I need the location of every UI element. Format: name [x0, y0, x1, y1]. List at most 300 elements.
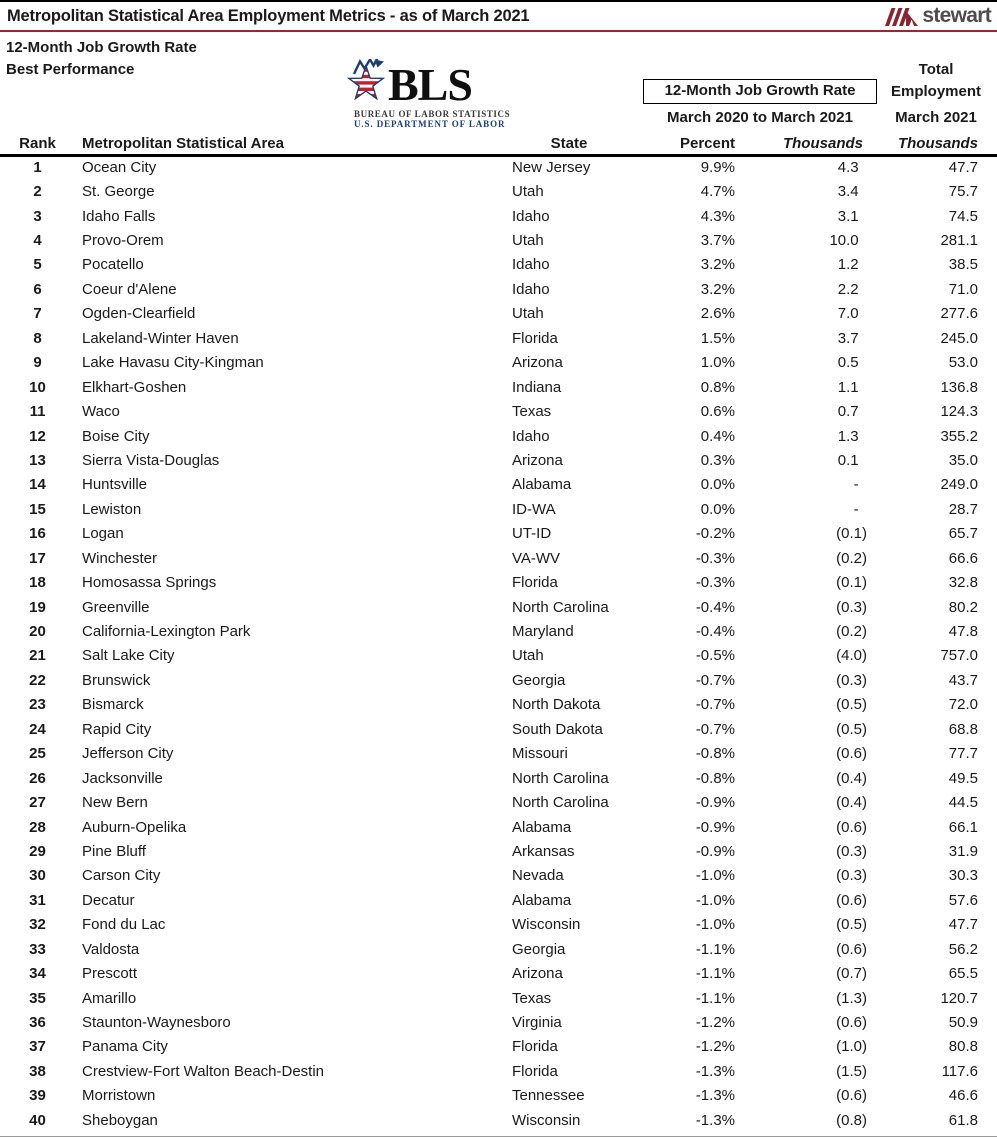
rank-cell: 20 — [29, 623, 46, 641]
percent-cell: 0.6% — [700, 403, 735, 421]
table-row — [0, 351, 997, 375]
percent-cell: -0.7% — [695, 671, 735, 689]
table-row — [0, 253, 997, 277]
msa-cell: Panama City — [82, 1038, 168, 1056]
table-row — [0, 742, 997, 766]
rank-cell: 9 — [33, 354, 42, 372]
state-cell: Nevada — [512, 867, 564, 885]
percent-cell: 0.4% — [700, 427, 735, 445]
table-row — [0, 790, 997, 814]
percent-cell: 0.0% — [700, 500, 735, 518]
table-row — [0, 1059, 997, 1083]
total-employment-cell: 68.8 — [948, 720, 978, 738]
percent-cell: 1.0% — [700, 354, 735, 372]
bls-logo — [346, 59, 511, 129]
total-employment-cell: 757.0 — [940, 647, 978, 665]
msa-cell: Logan — [82, 525, 124, 543]
total-employment-cell: 61.8 — [948, 1111, 978, 1129]
thousands-cell: (0.6) — [836, 1014, 867, 1032]
table-body — [0, 155, 997, 1133]
state-cell: Alabama — [512, 891, 572, 909]
state-cell: Utah — [512, 305, 544, 323]
total-employment-cell: 117.6 — [941, 1062, 978, 1080]
msa-column-header: Metropolitan Statistical Area — [75, 132, 498, 155]
state-cell: Alabama — [512, 818, 572, 836]
total-employment-cell: 120.7 — [940, 989, 978, 1007]
thousands-cell: (0.8) — [836, 1111, 867, 1129]
msa-cell: Staunton-Waynesboro — [82, 1014, 231, 1032]
state-column-header: State — [498, 132, 640, 155]
stewart-logo — [884, 4, 991, 28]
total-employment-cell: 249.0 — [940, 476, 978, 494]
table-row — [0, 399, 997, 423]
msa-cell: St. George — [82, 183, 155, 201]
thousands-cell: 1.3 — [837, 427, 867, 445]
rank-cell: 27 — [29, 794, 46, 812]
rank-cell: 13 — [29, 451, 46, 469]
rank-cell: 5 — [33, 256, 42, 274]
total-employment-cell: 49.5 — [948, 769, 978, 787]
table-row — [0, 668, 997, 692]
percent-cell: -0.3% — [695, 574, 735, 592]
table-row — [0, 1010, 997, 1034]
thousands-cell: (0.3) — [836, 598, 867, 616]
msa-cell: Amarillo — [82, 989, 137, 1007]
percent-cell: -0.7% — [695, 720, 735, 738]
percent-cell: 3.2% — [700, 256, 735, 274]
table-row — [0, 619, 997, 643]
percent-cell: -1.3% — [695, 1111, 735, 1129]
msa-cell: Jefferson City — [82, 745, 174, 763]
percent-cell: -0.7% — [695, 696, 735, 714]
rank-cell: 25 — [29, 745, 46, 763]
total-employment-cell: 47.7 — [948, 159, 978, 177]
percent-cell: 0.0% — [700, 476, 735, 494]
msa-cell: Lakeland-Winter Haven — [82, 329, 239, 347]
state-cell: Idaho — [512, 280, 550, 298]
table-row — [0, 448, 997, 472]
thousands-cell: (0.6) — [836, 940, 867, 958]
state-cell: North Carolina — [512, 769, 609, 787]
svg-text:BLS: BLS — [388, 59, 472, 109]
thousands-cell: (0.4) — [836, 769, 867, 787]
table-row — [0, 644, 997, 668]
msa-cell: Pine Bluff — [82, 842, 146, 860]
table-row — [0, 522, 997, 546]
rank-cell: 18 — [29, 574, 46, 592]
table-row — [0, 1108, 997, 1132]
rank-cell: 38 — [29, 1062, 46, 1080]
percent-cell: -0.5% — [695, 647, 735, 665]
growth-rate-period-header: March 2020 to March 2021 — [667, 109, 853, 126]
percent-cell: -1.2% — [695, 1038, 735, 1056]
rank-cell: 10 — [29, 378, 46, 396]
msa-cell: Waco — [82, 403, 120, 421]
state-cell: South Dakota — [512, 720, 603, 738]
rank-cell: 31 — [29, 891, 46, 909]
state-cell: Tennessee — [512, 1087, 585, 1105]
rank-cell: 15 — [29, 500, 46, 518]
msa-cell: Auburn-Opelika — [82, 818, 187, 836]
state-cell: Texas — [512, 989, 552, 1007]
msa-cell: Morristown — [82, 1087, 156, 1105]
rank-cell: 24 — [29, 720, 46, 738]
table-row — [0, 595, 997, 619]
percent-cell: -0.2% — [695, 525, 735, 543]
rank-cell: 30 — [29, 867, 46, 885]
thousands-cell: - — [853, 500, 867, 518]
percent-cell: 0.8% — [700, 378, 735, 396]
state-cell: North Carolina — [512, 794, 609, 812]
msa-cell: Fond du Lac — [82, 916, 166, 934]
percent-cell: -0.9% — [695, 818, 735, 836]
rank-cell: 3 — [33, 207, 42, 225]
rank-cell: 19 — [29, 598, 46, 616]
msa-cell: Greenville — [82, 598, 150, 616]
rank-column-header: Rank — [0, 132, 75, 155]
total-employment-cell: 71.0 — [948, 280, 978, 298]
table-row — [0, 961, 997, 985]
total-employment-cell: 281.1 — [940, 232, 978, 250]
state-cell: Arkansas — [512, 842, 575, 860]
thousands-cell: (1.5) — [836, 1062, 867, 1080]
state-cell: Arizona — [512, 965, 563, 983]
bls-star-icon — [346, 59, 480, 109]
state-cell: Wisconsin — [512, 1111, 581, 1129]
percent-cell: 9.9% — [700, 159, 735, 177]
msa-cell: Ogden-Clearfield — [82, 305, 196, 323]
total-employment-header-line2: Employment — [890, 83, 981, 100]
stewart-stripes-icon — [884, 5, 920, 27]
percent-cell: -0.8% — [695, 769, 735, 787]
state-cell: Florida — [512, 574, 558, 592]
state-cell: Arizona — [512, 451, 563, 469]
rank-cell: 2 — [33, 183, 42, 201]
percent-cell: -1.1% — [695, 989, 735, 1007]
percent-cell: 3.7% — [700, 232, 735, 250]
msa-cell: Crestview-Fort Walton Beach-Destin — [82, 1062, 325, 1080]
total-employment-cell: 355.2 — [940, 427, 978, 445]
state-cell: Alabama — [512, 476, 572, 494]
total-employment-cell: 136.8 — [940, 378, 978, 396]
thousands-cell: 0.5 — [837, 354, 867, 372]
percent-cell: -1.3% — [695, 1062, 735, 1080]
rank-cell: 14 — [29, 476, 46, 494]
table-row — [0, 864, 997, 888]
thousands-cell: (0.6) — [836, 745, 867, 763]
total-employment-cell: 32.8 — [948, 574, 978, 592]
msa-cell: Valdosta — [82, 940, 140, 958]
rank-cell: 1 — [33, 159, 42, 177]
thousands-cell: (0.2) — [836, 549, 867, 567]
table-row — [0, 302, 997, 326]
table-row — [0, 473, 997, 497]
msa-cell: Pocatello — [82, 256, 144, 274]
total-employment-cell: 75.7 — [948, 183, 978, 201]
percent-cell: 0.3% — [700, 451, 735, 469]
thousands-cell: (0.3) — [836, 671, 867, 689]
thousands-cell: (0.1) — [836, 574, 867, 592]
rank-cell: 34 — [29, 965, 46, 983]
total-employment-cell: 80.8 — [948, 1038, 978, 1056]
total-employment-cell: 66.6 — [948, 549, 978, 567]
msa-cell: Sheboygan — [82, 1111, 158, 1129]
state-cell: Idaho — [512, 427, 550, 445]
title-bar — [0, 2, 997, 30]
thousands-cell: (0.5) — [836, 696, 867, 714]
percent-cell: -0.9% — [695, 842, 735, 860]
rank-cell: 29 — [29, 842, 46, 860]
subtitle-line-1: 12-Month Job Growth Rate — [6, 39, 197, 56]
table-row — [0, 1084, 997, 1108]
percent-cell: 4.7% — [700, 183, 735, 201]
msa-cell: Brunswick — [82, 671, 151, 689]
percent-cell: -0.3% — [695, 549, 735, 567]
msa-cell: Huntsville — [82, 476, 148, 494]
total-employment-cell: 124.3 — [940, 403, 978, 421]
total-employment-cell: 80.2 — [948, 598, 978, 616]
rank-cell: 23 — [29, 696, 46, 714]
msa-cell: New Bern — [82, 794, 148, 812]
state-cell: North Carolina — [512, 598, 609, 616]
rank-cell: 28 — [29, 818, 46, 836]
msa-cell: Winchester — [82, 549, 158, 567]
total-employment-cell: 28.7 — [948, 500, 978, 518]
rank-cell: 21 — [29, 647, 46, 665]
rank-cell: 40 — [29, 1111, 46, 1129]
total-employment-cell: 65.5 — [948, 965, 978, 983]
state-cell: Texas — [512, 403, 552, 421]
state-cell: Idaho — [512, 256, 550, 274]
rank-cell: 37 — [29, 1038, 46, 1056]
total-employment-cell: 66.1 — [948, 818, 978, 836]
rank-cell: 16 — [29, 525, 46, 543]
table-row — [0, 375, 997, 399]
msa-cell: Homosassa Springs — [82, 574, 217, 592]
table-header-zone — [0, 32, 997, 132]
thousands-cell: 0.7 — [837, 403, 867, 421]
rank-cell: 26 — [29, 769, 46, 787]
thousands-cell: 10.0 — [829, 232, 867, 250]
thousands-cell: 1.1 — [837, 378, 867, 396]
table-row — [0, 937, 997, 961]
thousands-cell: 2.2 — [837, 280, 867, 298]
state-cell: North Dakota — [512, 696, 601, 714]
percent-cell: 3.2% — [700, 280, 735, 298]
rank-cell: 17 — [29, 549, 46, 567]
thousands-cell: (1.3) — [836, 989, 867, 1007]
table-row — [0, 497, 997, 521]
state-cell: Utah — [512, 232, 544, 250]
msa-cell: Coeur d'Alene — [82, 280, 177, 298]
column-header-row — [0, 132, 997, 155]
state-cell: Utah — [512, 647, 544, 665]
msa-cell: Prescott — [82, 965, 138, 983]
total-employment-cell: 38.5 — [948, 256, 978, 274]
total-employment-cell: 277.6 — [940, 305, 978, 323]
percent-cell: -1.0% — [695, 867, 735, 885]
total-thousands-column-header: Thousands — [875, 132, 997, 155]
total-employment-cell: 47.8 — [948, 623, 978, 641]
percent-cell: 4.3% — [700, 207, 735, 225]
total-employment-cell: 50.9 — [948, 1014, 978, 1032]
msa-cell: Lake Havasu City-Kingman — [82, 354, 264, 372]
msa-cell: Bismarck — [82, 696, 144, 714]
page-title: Metropolitan Statistical Area Employment Metrics - as of March 2021 — [7, 6, 530, 25]
state-cell: Idaho — [512, 207, 550, 225]
percent-cell: -1.0% — [695, 916, 735, 934]
msa-cell: Boise City — [82, 427, 150, 445]
employment-metrics-table — [0, 132, 997, 1133]
total-employment-cell: 245.0 — [940, 329, 978, 347]
thousands-cell: (4.0) — [836, 647, 867, 665]
rank-cell: 11 — [29, 403, 46, 421]
state-cell: Georgia — [512, 940, 566, 958]
total-employment-cell: 74.5 — [948, 207, 978, 225]
total-employment-cell: 30.3 — [948, 867, 978, 885]
total-employment-cell: 35.0 — [948, 451, 978, 469]
thousands-cell: 0.1 — [837, 451, 867, 469]
percent-cell: 1.5% — [700, 329, 735, 347]
total-employment-cell: 31.9 — [948, 842, 978, 860]
thousands-cell: (0.4) — [836, 794, 867, 812]
thousands-cell: (0.7) — [836, 965, 867, 983]
table-row — [0, 815, 997, 839]
table-row — [0, 546, 997, 570]
table-row — [0, 204, 997, 228]
table-row — [0, 888, 997, 912]
state-cell: Utah — [512, 183, 544, 201]
state-cell: UT-ID — [512, 525, 552, 543]
rank-cell: 32 — [29, 916, 46, 934]
msa-cell: Salt Lake City — [82, 647, 175, 665]
rank-cell: 8 — [33, 329, 42, 347]
table-row — [0, 326, 997, 350]
total-employment-cell: 46.6 — [948, 1087, 978, 1105]
thousands-cell: (0.3) — [836, 867, 867, 885]
total-employment-cell: 43.7 — [948, 671, 978, 689]
thousands-cell: 7.0 — [837, 305, 867, 323]
msa-cell: Lewiston — [82, 500, 142, 518]
table-row — [0, 986, 997, 1010]
total-employment-header-line1: Total — [918, 61, 954, 78]
thousands-cell: (0.5) — [836, 720, 867, 738]
state-cell: VA-WV — [512, 549, 561, 567]
rank-cell: 6 — [33, 280, 42, 298]
total-employment-header-line3: March 2021 — [895, 109, 977, 126]
state-cell: Wisconsin — [512, 916, 581, 934]
state-cell: ID-WA — [512, 500, 556, 518]
state-cell: Georgia — [512, 671, 566, 689]
rank-cell: 7 — [33, 305, 42, 323]
state-cell: Florida — [512, 1038, 558, 1056]
table-row — [0, 228, 997, 252]
total-employment-cell: 57.6 — [948, 891, 978, 909]
table-row — [0, 1035, 997, 1059]
state-cell: Indiana — [512, 378, 562, 396]
total-employment-cell: 65.7 — [948, 525, 978, 543]
percent-cell: -0.4% — [695, 623, 735, 641]
thousands-cell: (0.2) — [836, 623, 867, 641]
percent-cell: -1.2% — [695, 1014, 735, 1032]
table-row — [0, 570, 997, 594]
rank-cell: 22 — [29, 671, 46, 689]
thousands-cell: - — [853, 476, 867, 494]
table-row — [0, 839, 997, 863]
percent-cell: -0.4% — [695, 598, 735, 616]
total-employment-cell: 56.2 — [948, 940, 978, 958]
thousands-cell: (0.6) — [836, 891, 867, 909]
thousands-cell: 3.4 — [837, 183, 867, 201]
rank-cell: 4 — [33, 232, 42, 250]
rank-cell: 36 — [29, 1014, 46, 1032]
rank-cell: 39 — [29, 1087, 46, 1105]
thousands-cell: 4.3 — [837, 159, 867, 177]
msa-cell: Carson City — [82, 867, 161, 885]
bls-department-text: U.S. DEPARTMENT OF LABOR — [354, 119, 506, 129]
state-cell: Florida — [512, 329, 558, 347]
thousands-cell: (0.5) — [836, 916, 867, 934]
msa-cell: Elkhart-Goshen — [82, 378, 187, 396]
total-employment-cell: 72.0 — [948, 696, 978, 714]
table-row — [0, 693, 997, 717]
percent-cell: -0.9% — [695, 794, 735, 812]
state-cell: Missouri — [512, 745, 568, 763]
msa-cell: Jacksonville — [82, 769, 163, 787]
growth-rate-group-header: 12-Month Job Growth Rate — [643, 79, 877, 104]
percent-cell: 2.6% — [700, 305, 735, 323]
subtitle-line-2: Best Performance — [6, 61, 135, 78]
thousands-cell: (0.6) — [836, 818, 867, 836]
percent-cell: -0.8% — [695, 745, 735, 763]
thousands-cell: 3.7 — [837, 329, 867, 347]
thousands-cell: (0.6) — [836, 1087, 867, 1105]
bls-bureau-text: BUREAU OF LABOR STATISTICS — [354, 109, 511, 119]
percent-cell: -1.3% — [695, 1087, 735, 1105]
table-row — [0, 913, 997, 937]
msa-cell: Idaho Falls — [82, 207, 156, 225]
total-employment-cell: 77.7 — [948, 745, 978, 763]
total-employment-cell: 47.7 — [948, 916, 978, 934]
table-row — [0, 766, 997, 790]
thousands-cell: (0.3) — [836, 842, 867, 860]
msa-cell: Ocean City — [82, 159, 157, 177]
state-cell: Virginia — [512, 1014, 562, 1032]
msa-cell: California-Lexington Park — [82, 623, 251, 641]
msa-cell: Sierra Vista-Douglas — [82, 451, 220, 469]
table-row — [0, 277, 997, 301]
msa-cell: Rapid City — [82, 720, 152, 738]
percent-cell: -1.1% — [695, 940, 735, 958]
table-row — [0, 179, 997, 203]
thousands-cell: (0.1) — [836, 525, 867, 543]
percent-cell: -1.0% — [695, 891, 735, 909]
thousands-cell: 1.2 — [837, 256, 867, 274]
table-row — [0, 717, 997, 741]
total-employment-cell: 53.0 — [948, 354, 978, 372]
percent-column-header: Percent — [640, 132, 740, 155]
stewart-logo-text: stewart — [922, 4, 991, 27]
msa-cell: Decatur — [82, 891, 135, 909]
thousands-cell: (1.0) — [836, 1038, 867, 1056]
rank-cell: 33 — [29, 940, 46, 958]
total-employment-cell: 44.5 — [948, 794, 978, 812]
state-cell: Florida — [512, 1062, 558, 1080]
rank-cell: 12 — [29, 427, 46, 445]
thousands-column-header: Thousands — [740, 132, 875, 155]
table-row — [0, 155, 997, 179]
rank-cell: 35 — [29, 989, 46, 1007]
